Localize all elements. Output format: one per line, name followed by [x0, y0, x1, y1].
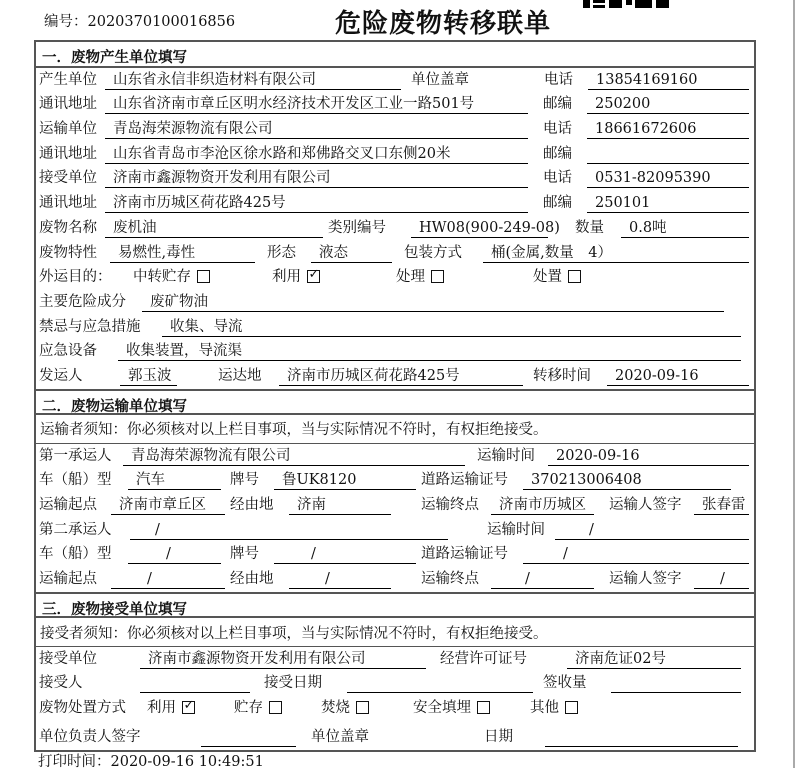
packing-label: 包装方式 — [404, 244, 462, 261]
transport-time-label: 运输时间 — [487, 521, 545, 538]
plate-number-label: 牌号 — [230, 472, 259, 489]
receiver-unit-label: 接受单位 — [39, 170, 97, 187]
transporter-unit-value: 青岛海荣源物流有限公司 — [105, 120, 528, 139]
section2-title: 二．废物运输单位填写 — [36, 389, 754, 415]
packing-value: 桶(金属,数量 4） — [483, 244, 749, 263]
quantity-value: 0.8吨 — [621, 219, 749, 238]
option-label: 利用 — [272, 269, 301, 286]
road-permit-value: / — [523, 545, 749, 564]
option-storage — [234, 699, 282, 718]
section3-title: 三．废物接受单位填写 — [36, 592, 754, 618]
address-label: 通讯地址 — [39, 195, 97, 212]
category-code-value: HW08(900-249-08) — [411, 219, 548, 238]
carrier-signature-value: 张春雷 — [694, 496, 749, 515]
vehicle-type-value: / — [128, 545, 221, 564]
carrier-signature-label: 运输人签字 — [609, 571, 682, 588]
category-code-label: 类别编号 — [328, 219, 386, 236]
responsible-signature-row — [36, 721, 754, 750]
serial-line — [44, 10, 235, 31]
zipcode-label: 邮编 — [543, 195, 572, 212]
destination-value: 济南市历城区荷花路425号 — [279, 367, 523, 386]
option-label: 处理 — [396, 269, 425, 286]
address-label: 通讯地址 — [39, 145, 97, 162]
serial-number: 2020370100016856 — [87, 14, 236, 30]
producer-unit-label: 产生单位 — [39, 71, 97, 88]
option-treat — [396, 268, 444, 287]
plate-number-value: / — [274, 545, 416, 564]
business-license-value: 济南危证02号 — [567, 650, 741, 669]
via-value: / — [289, 570, 391, 589]
producer-unit-value: 山东省永信非织造材料有限公司 — [105, 71, 401, 90]
address-label: 通讯地址 — [39, 96, 97, 113]
option-incinerate — [321, 699, 369, 718]
transport-route-row — [36, 493, 754, 518]
emergency-measures-value: 收集、导流 — [162, 318, 741, 337]
transporter-unit-row — [36, 117, 754, 142]
page-title: 危险废物转移联单 — [335, 9, 552, 39]
date-label: 日期 — [484, 729, 513, 745]
producer-address-row — [36, 93, 754, 118]
section1-title: 一．废物产生单位填写 — [36, 42, 754, 68]
producer-zipcode-value: 250200 — [587, 95, 749, 114]
receiver-notice: 接受者须知：你必须核对以上栏目事项，当与实际情况不符时，有权拒绝接受。 — [36, 618, 754, 647]
origin-value: / — [111, 570, 225, 589]
via-label: 经由地 — [230, 497, 274, 513]
transport-route-row-2 — [36, 567, 754, 592]
receive-date-label: 接受日期 — [264, 675, 322, 692]
first-carrier-value: 青岛海荣源物流有限公司 — [123, 447, 465, 466]
print-time-label: 打印时间： — [38, 754, 111, 768]
transporter-unit-label: 运输单位 — [39, 121, 97, 138]
hazard-component-row — [36, 290, 754, 315]
form-state-value: 液态 — [311, 244, 392, 263]
transporter-phone-value: 18661672606 — [587, 120, 749, 139]
quantity-label: 数量 — [575, 219, 604, 236]
date-value — [545, 728, 738, 747]
receiver-person-value — [140, 674, 250, 693]
consignor-value: 郭玉波 — [120, 367, 177, 386]
producer-address-value: 山东省济南市章丘区明水经济技术开发区工业一路501号 — [105, 95, 528, 114]
emergency-measures-row — [36, 315, 754, 340]
emergency-equipment-value: 收集装置，导流渠 — [118, 342, 741, 361]
endpoint-value: 济南市历城区 — [491, 496, 594, 515]
page-edge-line — [793, 0, 795, 768]
receiver-address-value: 济南市历城区荷花路425号 — [105, 194, 528, 213]
waste-property-label: 废物特性 — [39, 244, 97, 261]
vehicle-type-row-2 — [36, 543, 754, 568]
transporter-address-value: 山东省青岛市李沧区徐水路和郑佛路交叉口东侧20米 — [105, 145, 528, 164]
waste-property-row — [36, 241, 754, 266]
origin-label: 运输起点 — [39, 497, 97, 513]
waste-name-value: 废机油 — [105, 219, 323, 238]
zipcode-label: 邮编 — [543, 96, 572, 113]
producer-unit-row — [36, 68, 754, 93]
checkbox-icon — [431, 270, 444, 283]
receiver-unit-row — [36, 167, 754, 192]
checkbox-icon — [269, 701, 282, 714]
endpoint-label: 运输终点 — [421, 497, 479, 513]
second-carrier-row — [36, 518, 754, 543]
receiver-unit-value: 济南市鑫源物资开发利用有限公司 — [105, 169, 528, 188]
origin-value: 济南市章丘区 — [111, 496, 225, 515]
carrier-signature-value: / — [694, 570, 749, 589]
responsible-signature-value — [201, 728, 296, 747]
endpoint-label: 运输终点 — [421, 571, 479, 588]
option-dispose — [533, 268, 581, 287]
signed-quantity-value — [611, 674, 741, 693]
receiving-unit-value: 济南市鑫源物资开发利用有限公司 — [140, 650, 426, 669]
option-landfill — [413, 699, 490, 718]
receiving-unit-label: 接受单位 — [39, 650, 97, 667]
receive-date-value — [347, 674, 533, 693]
producer-phone-value: 13854169160 — [588, 71, 749, 90]
unit-seal-label: 单位盖章 — [311, 729, 369, 745]
emergency-equipment-row — [36, 340, 754, 365]
serial-label: 编号： — [44, 14, 88, 30]
carrier-signature-label: 运输人签字 — [609, 497, 682, 513]
endpoint-value: / — [491, 570, 594, 589]
transporter-zipcode-value — [587, 145, 749, 164]
transport-time-label: 运输时间 — [477, 447, 535, 464]
form-state-label: 形态 — [267, 244, 296, 261]
unit-seal-label: 单位盖章 — [411, 71, 469, 88]
waste-name-row — [36, 216, 754, 241]
receiver-phone-value: 0531-82095390 — [587, 169, 749, 188]
hazard-component-label: 主要危险成分 — [39, 293, 126, 310]
second-carrier-value: / — [130, 521, 448, 540]
road-permit-value: 370213006408 — [523, 471, 731, 490]
outbound-purpose-row — [36, 266, 754, 291]
disposal-method-row — [36, 696, 754, 721]
receiver-person-row — [36, 672, 754, 697]
waste-property-value: 易燃性,毒性 — [110, 244, 255, 263]
checkbox-icon — [565, 701, 578, 714]
vehicle-type-label: 车（船）型 — [39, 472, 112, 489]
outbound-purpose-label: 外运目的： — [39, 269, 112, 286]
receiving-unit-row — [36, 647, 754, 672]
first-carrier-row — [36, 444, 754, 469]
receiver-phone-label: 电话 — [543, 170, 572, 187]
plate-number-value: 鲁UK8120 — [274, 471, 416, 490]
print-time-value: 2020-09-16 10:49:51 — [110, 754, 264, 768]
checkbox-icon — [307, 270, 320, 283]
road-permit-label: 道路运输证号 — [421, 546, 508, 563]
emergency-equipment-label: 应急设备 — [39, 343, 97, 360]
second-carrier-label: 第二承运人 — [39, 521, 112, 538]
first-carrier-label: 第一承运人 — [39, 447, 112, 464]
transfer-time-value: 2020-09-16 — [607, 367, 749, 386]
option-label: 焚烧 — [321, 700, 350, 717]
option-label: 处置 — [533, 269, 562, 286]
checkbox-icon — [182, 701, 195, 714]
option-utilize — [147, 699, 195, 718]
receiver-zipcode-value: 250101 — [587, 194, 749, 213]
consignor-label: 发运人 — [39, 367, 83, 384]
receiver-address-row — [36, 191, 754, 216]
option-other — [530, 699, 578, 718]
transporter-address-row — [36, 142, 754, 167]
manifest-form — [34, 40, 756, 752]
checkbox-icon — [197, 270, 210, 283]
zipcode-label: 邮编 — [543, 145, 572, 162]
option-transfer-storage — [133, 268, 210, 287]
via-label: 经由地 — [230, 571, 274, 588]
consignor-row — [36, 364, 754, 389]
option-label: 安全填埋 — [413, 700, 471, 717]
plate-number-label: 牌号 — [230, 546, 259, 563]
checkbox-icon — [568, 270, 581, 283]
option-label: 其他 — [530, 700, 559, 717]
destination-label: 运达地 — [218, 367, 262, 384]
origin-label: 运输起点 — [39, 571, 97, 588]
road-permit-label: 道路运输证号 — [421, 472, 508, 489]
option-label: 中转贮存 — [133, 269, 191, 286]
print-time-line — [38, 750, 264, 768]
disposal-method-label: 废物处置方式 — [39, 700, 126, 717]
option-utilize — [272, 268, 320, 287]
transporter-phone-label: 电话 — [543, 121, 572, 138]
checkbox-icon — [356, 701, 369, 714]
transport-time-value: 2020-09-16 — [548, 447, 749, 466]
option-label: 利用 — [147, 700, 176, 717]
transporter-notice: 运输者须知：你必须核对以上栏目事项，当与实际情况不符时，有权拒绝接受。 — [36, 415, 754, 444]
waste-name-label: 废物名称 — [39, 219, 97, 236]
transfer-time-label: 转移时间 — [533, 367, 591, 384]
vehicle-type-row — [36, 469, 754, 494]
via-value: 济南 — [289, 496, 391, 515]
responsible-signature-label: 单位负责人签字 — [39, 729, 141, 745]
qr-code-fragment-icon — [583, 0, 669, 8]
vehicle-type-value: 汽车 — [128, 471, 221, 490]
transport-time-value: / — [555, 521, 749, 540]
hazard-component-value: 废矿物油 — [142, 293, 724, 312]
checkbox-icon — [477, 701, 490, 714]
receiver-person-label: 接受人 — [39, 675, 83, 692]
option-label: 贮存 — [234, 700, 263, 717]
signed-quantity-label: 签收量 — [543, 675, 587, 692]
vehicle-type-label: 车（船）型 — [39, 546, 112, 563]
producer-phone-label: 电话 — [544, 71, 573, 88]
business-license-label: 经营许可证号 — [440, 650, 527, 667]
emergency-measures-label: 禁忌与应急措施 — [39, 318, 141, 335]
